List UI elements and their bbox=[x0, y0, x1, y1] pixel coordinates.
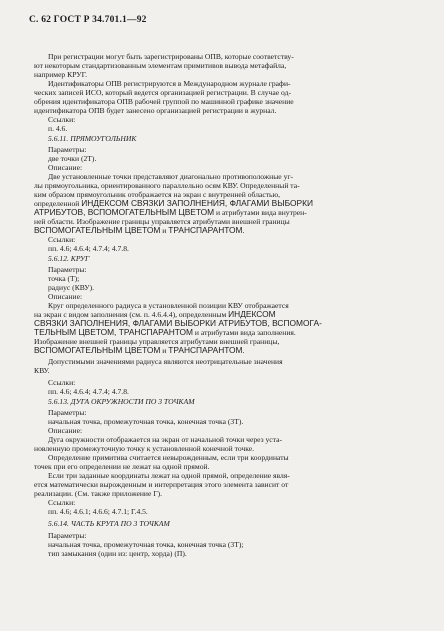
section-heading: 5.6.12. КРУГ bbox=[48, 254, 90, 263]
description-label: Описание: bbox=[48, 292, 83, 301]
parameters-value: две точки (2Т). bbox=[48, 154, 97, 163]
parameters-value: тип замыкания (один из: центр, хорда) (П). bbox=[48, 549, 187, 558]
parameters-label: Параметры: bbox=[48, 408, 87, 417]
paragraph-line: ТЕЛЬНЫМ ЦВЕТОМ, ТРАНСПАРАНТОМ и атрибутами вида заполнения. bbox=[34, 327, 296, 337]
parameters-label: Параметры: bbox=[48, 145, 87, 154]
paragraph-line: реализации. (См. также приложение Г). bbox=[34, 489, 163, 498]
references-label: Ссылки: bbox=[48, 498, 76, 507]
references-label: Ссылки: bbox=[48, 378, 76, 387]
paragraph-line: Дуга окружности отображается на экран от начальной точки через уста- bbox=[48, 435, 282, 444]
paragraph-line: Определение примитива считается невырожденным, если три координаты bbox=[48, 453, 289, 462]
paragraph-line: При регистрации могут быть зарегистрированы ОПВ, которые соответству- bbox=[48, 52, 294, 61]
paragraph-line: ВСПОМОГАТЕЛЬНЫМ ЦВЕТОМ и ТРАНСПАРАНТОМ. bbox=[34, 225, 245, 235]
paragraph-line: ким образом прямоугольник отображается на экран с внутренней областью, bbox=[34, 190, 281, 199]
parameters-value: радиус (КВУ). bbox=[48, 283, 95, 292]
paragraph-line: Если три заданные координаты лежат на одной прямой, определение явля- bbox=[48, 471, 290, 480]
paragraph-line: например КРУГ. bbox=[34, 70, 88, 79]
paragraph-line: ней области. Изображение границы управляется атрибутами внешней границы bbox=[34, 217, 290, 226]
paragraph-line: Изображение внешней границы управляется атрибутами внешней границы, bbox=[34, 337, 280, 346]
page-header: С. 62 ГОСТ Р 34.701.1—92 bbox=[29, 15, 147, 25]
parameters-value: точка (Т); bbox=[48, 274, 80, 283]
paragraph-line: обрения идентификатора ОПВ рабочей группой по машинной графике значение bbox=[34, 97, 294, 106]
references-label: Ссылки: bbox=[48, 115, 76, 124]
paragraph-line: Круг определенного радиуса в установленной позиции КВУ отображается bbox=[48, 301, 289, 310]
paragraph-line: ется математически вырожденным и интерпретация этого элемента зависит от bbox=[34, 480, 289, 489]
paragraph-line: СВЯЗКИ ЗАПОЛНЕНИЯ, ФЛАГАМИ ВЫБОРКИ АТРИБУТОВ, ВСПОМОГА- bbox=[34, 318, 322, 328]
paragraph-line: КВУ. bbox=[34, 366, 50, 375]
paragraph-line: ют некоторым стандартизованным элементам примитивов вывода метафайла, bbox=[34, 61, 287, 70]
description-label: Описание: bbox=[48, 426, 83, 435]
parameters-label: Параметры: bbox=[48, 265, 87, 274]
references-value: пп. 4.6; 4.6.4; 4.7.4; 4.7.8. bbox=[48, 387, 129, 396]
paragraph-line: на экран с видом заполнения (см. п. 4.6.4.4), определенным ИНДЕКСОМ bbox=[34, 309, 276, 319]
paragraph-line: Идентификаторы ОПВ регистрируются в Международном журнале графи- bbox=[48, 79, 291, 88]
paragraph-line: новленную промежуточную точку к установленной конечной точке. bbox=[34, 444, 255, 453]
paragraph-line: ческих записей ИСО, который ведется организацией регистрации. В случае од- bbox=[34, 88, 291, 97]
paragraph-line: АТРИБУТОВ, ВСПОМОГАТЕЛЬНЫМ ЦВЕТОМ и атрибутами вида внутрен- bbox=[34, 207, 307, 217]
section-heading: 5.6.13. ДУГА ОКРУЖНОСТИ ПО 3 ТОЧКАМ bbox=[48, 397, 195, 406]
paragraph-line: Две установленные точки представляют диагонально противоположные уг- bbox=[48, 172, 294, 181]
paragraph-line: идентификатора ОПВ будет занесено организацией регистрации в журнал. bbox=[34, 106, 277, 115]
references-value: пп. 4.6; 4.6.4; 4.7.4; 4.7.8. bbox=[48, 244, 129, 253]
paragraph-line: точек при его определении не лежат на одной прямой. bbox=[34, 462, 210, 471]
references-value: пп. 4.6; 4.6.1; 4.6.6; 4.7.1; Г.4.5. bbox=[48, 507, 148, 516]
paragraph-line: определенной ИНДЕКСОМ СВЯЗКИ ЗАПОЛНЕНИЯ, ФЛАГАМИ ВЫБОРКИ bbox=[34, 198, 314, 208]
references-label: Ссылки: bbox=[48, 235, 76, 244]
section-heading: 5.6.11. ПРЯМОУГОЛЬНИК bbox=[48, 134, 137, 143]
references-value: п. 4.6. bbox=[48, 124, 68, 133]
parameters-label: Параметры: bbox=[48, 531, 87, 540]
paragraph-line: лы прямоугольника, ориентированного параллельно осям КВУ. Определенный та- bbox=[34, 181, 300, 190]
paragraph-line: Допустимыми значениями радиуса являются неотрицательные значения bbox=[48, 357, 283, 366]
parameters-value: начальная точка, промежуточная точка, конечная точка (3Т); bbox=[48, 540, 244, 549]
parameters-value: начальная точка, промежуточная точка, конечная точка (3Т). bbox=[48, 417, 244, 426]
description-label: Описание: bbox=[48, 163, 83, 172]
paragraph-line: ВСПОМОГАТЕЛЬНЫМ ЦВЕТОМ и ТРАНСПАРАНТОМ. bbox=[34, 345, 245, 355]
section-heading: 5.6.14. ЧАСТЬ КРУГА ПО 3 ТОЧКАМ bbox=[48, 519, 170, 528]
